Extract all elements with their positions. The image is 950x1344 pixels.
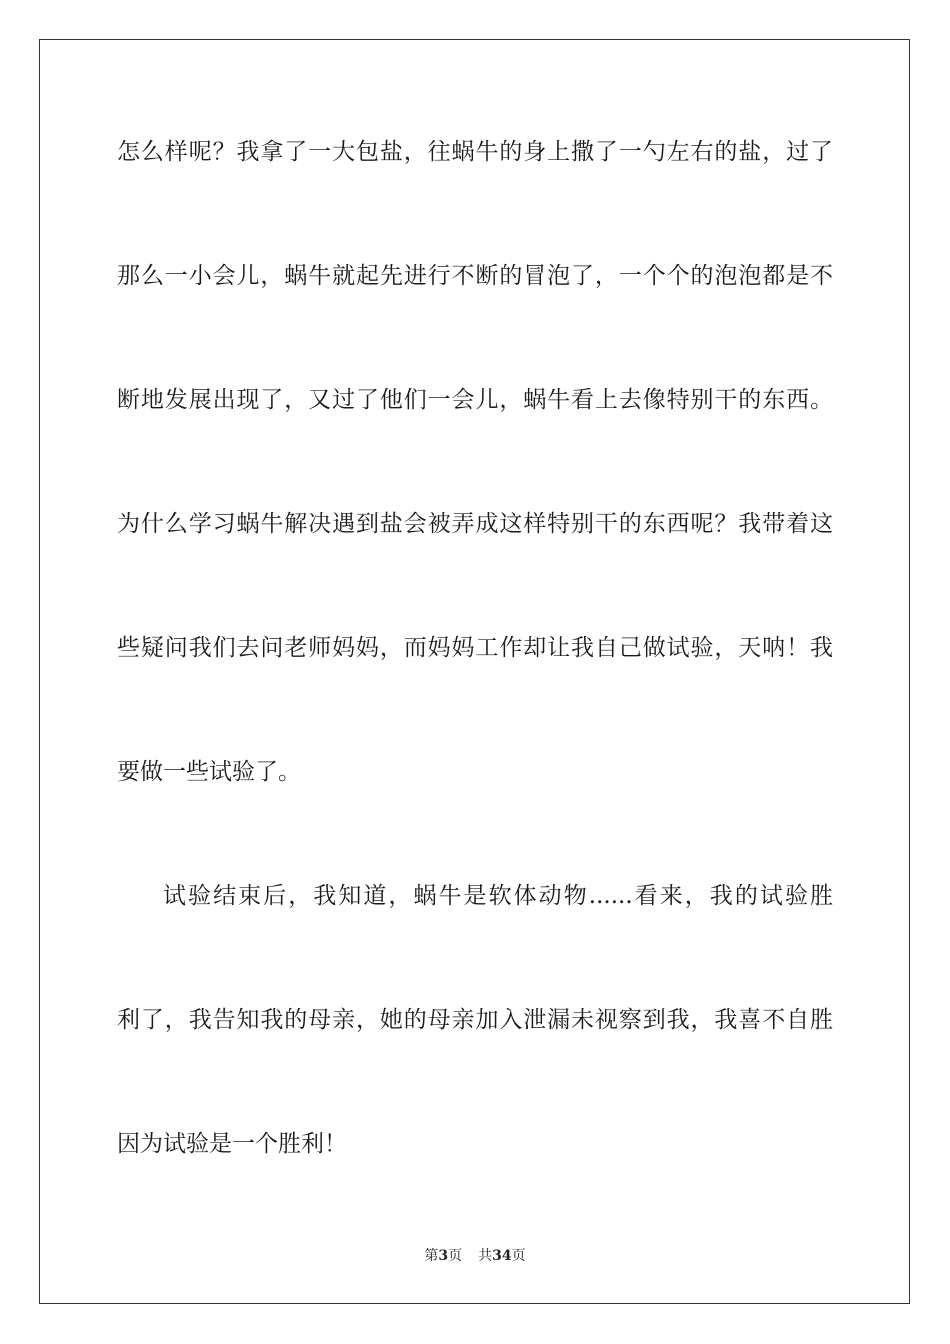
page-footer bbox=[0, 1247, 950, 1265]
page-number: 3 bbox=[438, 1248, 449, 1264]
total-prefix: 共 bbox=[478, 1248, 493, 1264]
paragraph-line-2: 那么一小会儿，蜗牛就起先进行不断的冒泡了，一个个的泡泡都是不 bbox=[117, 263, 833, 289]
page-border bbox=[39, 39, 910, 1304]
page-prefix: 第 bbox=[424, 1248, 439, 1264]
paragraph-line-7: 试验结束后，我知道，蜗牛是软体动物......看来，我的试验胜 bbox=[163, 883, 833, 909]
paragraph-line-1: 怎么样呢？我拿了一大包盐，往蜗牛的身上撒了一勺左右的盐，过了 bbox=[117, 139, 833, 165]
total-suffix: 页 bbox=[511, 1248, 526, 1264]
total-pages: 34 bbox=[492, 1248, 512, 1264]
paragraph-line-9: 因为试验是一个胜利！ bbox=[117, 1131, 347, 1157]
page-suffix: 页 bbox=[448, 1248, 463, 1264]
paragraph-line-8: 利了，我告知我的母亲，她的母亲加入泄漏未视察到我，我喜不自胜 bbox=[117, 1007, 833, 1033]
paragraph-line-4: 为什么学习蜗牛解决遇到盐会被弄成这样特别干的东西呢？我带着这 bbox=[117, 511, 833, 537]
paragraph-line-3: 断地发展出现了，又过了他们一会儿，蜗牛看上去像特别干的东西。 bbox=[117, 387, 833, 413]
paragraph-line-5: 些疑问我们去问老师妈妈，而妈妈工作却让我自己做试验，天呐！我 bbox=[117, 635, 833, 661]
paragraph-line-6: 要做一些试验了。 bbox=[117, 759, 301, 785]
